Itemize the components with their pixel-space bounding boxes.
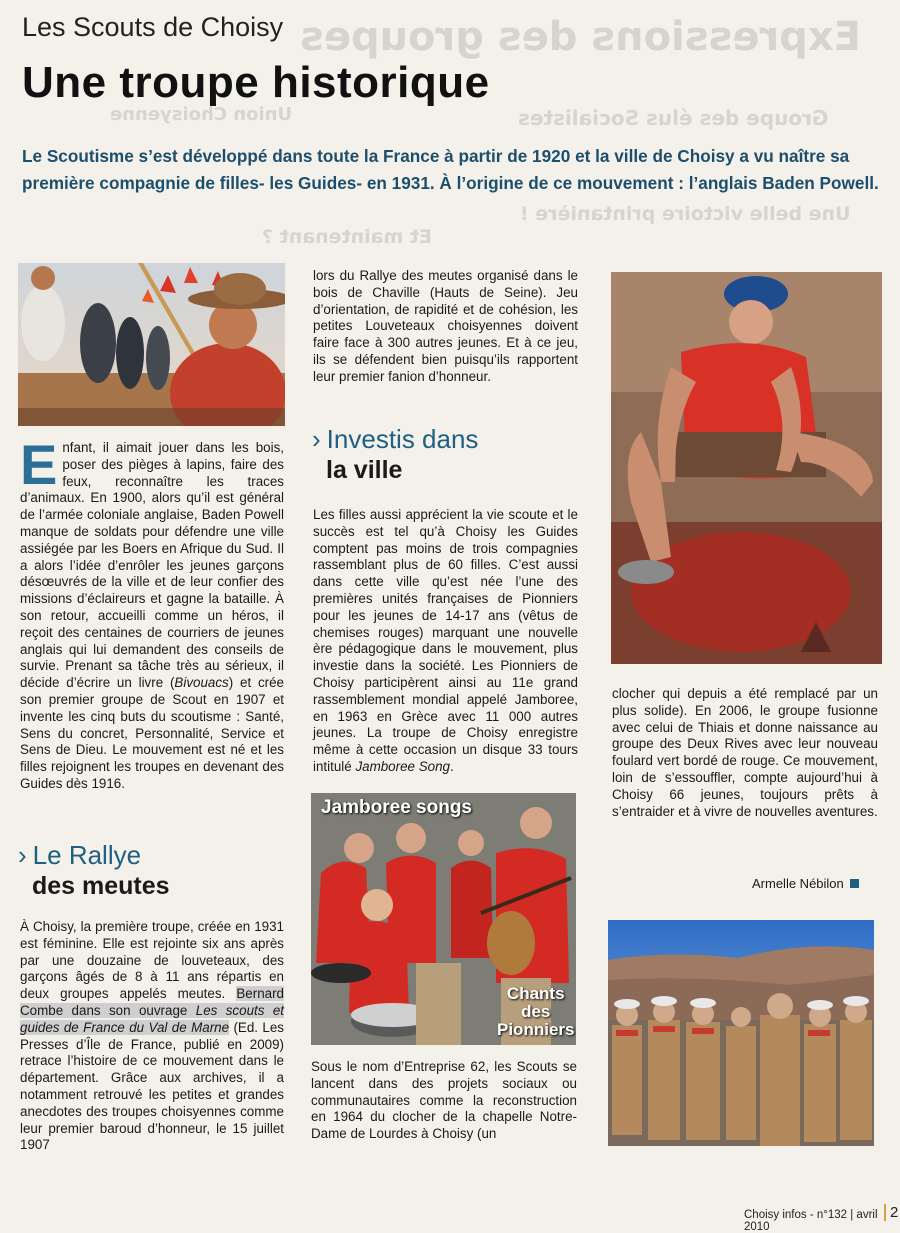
subheading-investis: [312, 424, 478, 486]
text-run: À Choisy, la première troupe, créée en 1931 est féminine. Elle est rejointe six ans après par une douzaine de louveteaux, des garçons âgés de 8 à 11 ans répartis en deux groupes appelés meutes.: [20, 919, 284, 1002]
scouts-group-photo: [608, 920, 874, 1146]
page-footer: Choisy infos - n°132 | avril 2010: [744, 1209, 878, 1233]
article-column-1-cont: [20, 919, 284, 1154]
intro-paragraph: [20, 433, 284, 793]
text-run: (Ed. Les Presses d’Île de France, publié en 2009) retrace l’histoire de ce mouvement dans le département. Grâce aux archives, il a notamment retrouvé les petites et grandes anecdotes des troupes choisyennes comme leur premier baroud d’honneur, le 15 juillet 1907: [20, 1019, 284, 1153]
subheading-line: Investis dans: [326, 424, 479, 454]
chevron-right-icon: ›: [312, 424, 321, 454]
album-title-line: des: [521, 1002, 551, 1021]
bleed-through-line: Union Choisyenne: [110, 104, 293, 125]
bleed-through-line: Une belle victoire printanière !: [520, 203, 851, 225]
text-run: ) et crée son premier groupe de Scout en 1907 et invente les cinq buts du scoutisme : Santé, Sens du concret, Personnalité, Service et Sens de Dieu. Le mouvement est né et les filles rejoignent les troupes en devenant des Guides dès 1916.: [20, 675, 284, 791]
author-name: Armelle Nébilon: [752, 876, 844, 891]
bleed-through-line: Et maintenant ?: [262, 226, 432, 248]
paragraph: [20, 919, 284, 1154]
paragraph: Sous le nom d’Entreprise 62, les Scouts se lancent dans des projets sociaux ou communautaires comme la reconstruction en 1964 du clocher de la chapelle Notre-Dame de Lourdes à Choisy (un: [311, 1059, 577, 1142]
paragraph: clocher qui depuis a été remplacé par un plus solide). En 2006, le groupe fusionne avec celui de Thiais et donne naissance au groupe des Deux Rives avec leur nouveau foulard vert bordé de rouge. Ce mouvement, loin de s’essouffler, compte aujourd’hui à Choisy 66 jeunes, toujours prêts à s’entraider et à vivre de nouvelles aventures.: [612, 686, 878, 819]
page-number: 2: [884, 1204, 898, 1221]
paragraph: [313, 507, 578, 776]
page-title: Une troupe historique: [22, 58, 490, 107]
article-column-2-cont: [313, 507, 578, 776]
author-signature: [752, 876, 859, 891]
bleed-through-title: Expressions des groupes: [300, 14, 862, 60]
scout-sitting-photo: [611, 272, 882, 664]
book-title: Les scouts et guides de France du Val de Marne: [20, 1002, 284, 1035]
scout-hat-photo: [18, 263, 285, 426]
bleed-through-line: Groupe des élus Socialistes: [518, 106, 829, 130]
album-title-line: Pionniers: [497, 1020, 575, 1039]
lead-paragraph: Le Scoutisme s’est développé dans toute la France à partir de 1920 et la ville de Choisy a vu naître sa première compagnie de filles- les Guides- en 1931. À l’origine de ce mouvement : l’anglais Baden Powell.: [22, 146, 879, 193]
book-title: Bivouacs: [174, 675, 229, 691]
text-run: Les filles aussi apprécient la vie scoute et le succès est tel qu’à Choisy les Guides comptent pas moins de trois compagnies rassemblant plus de 60 filles. C’est aussi dans cette ville qu’est née l’une des premières unités françaises de Pionniers pour les jeunes de 14-17 ans (vêtus de chemises rouges) marquant une nouvelle ère pédagogique dans le mouvement, plus investie dans la société. Les Pionniers de Choisy participèrent ainsi au 11e grand rassemblement mondial appelé Jamboree, en 1963 en Grèce avec 11 000 autres jeunes. La troupe de Choisy enregistre même à cette occasion un disque 33 tours intitulé: [313, 507, 578, 774]
album-title-bottom: [497, 985, 574, 1039]
subheading-rallye: [18, 840, 170, 902]
article-column-2: [313, 268, 578, 386]
subheading-line: la ville: [326, 456, 403, 484]
subheading-line: Le Rallye: [32, 840, 142, 870]
article-column-1: [20, 433, 284, 793]
album-name: Jamboree Song: [355, 758, 450, 774]
album-title-line: Chants: [506, 984, 565, 1003]
text-run: nfant, il aimait jouer dans les bois, poser des pièges à lapins, faire des feux, reconnaître les traces d’animaux. En 1900, alors qu’il est général de l’armée coloniale anglaise, Baden Powell manque de soldats pour défendre une ville assiégée par les Boers en Afrique du Sud. Il a alors l’idée d’enrôler les jeunes garçons désœuvrés de la ville et de leur confier des missions d’éclaireurs et gagne la bataille. À son retour, accueilli comme un héros, il reçoit des centaines de courriers de jeunes anglais qui lui demandent des conseils de survie. Prenant sa tâche très au sérieux, il décide d’écrire un livre (: [20, 440, 284, 691]
album-title-top: Jamboree songs: [321, 797, 472, 818]
text-run: .: [449, 758, 454, 774]
subheading-line: des meutes: [32, 872, 170, 900]
section-kicker: Les Scouts de Choisy: [22, 12, 284, 42]
article-column-3: [612, 686, 878, 820]
chevron-right-icon: ›: [18, 840, 27, 870]
article-column-2-bottom: [311, 1059, 577, 1143]
paragraph: lors du Rallye des meutes organisé dans le bois de Chaville (Hauts de Seine). Jeu d’orientation, de rapidité et de cohésion, les petites Louveteaux choisyennes doivent faire face à 300 autres jeunes. Et à ce jeu, ils se défendent bien puisqu’ils rapportent leur premier fanion d’honneur.: [313, 268, 578, 384]
highlighted-text: Bernard Combe dans son ouvrage: [20, 986, 284, 1018]
jamboree-album-cover: [311, 793, 576, 1045]
drop-cap: E: [20, 433, 58, 496]
end-mark-icon: [850, 879, 859, 888]
